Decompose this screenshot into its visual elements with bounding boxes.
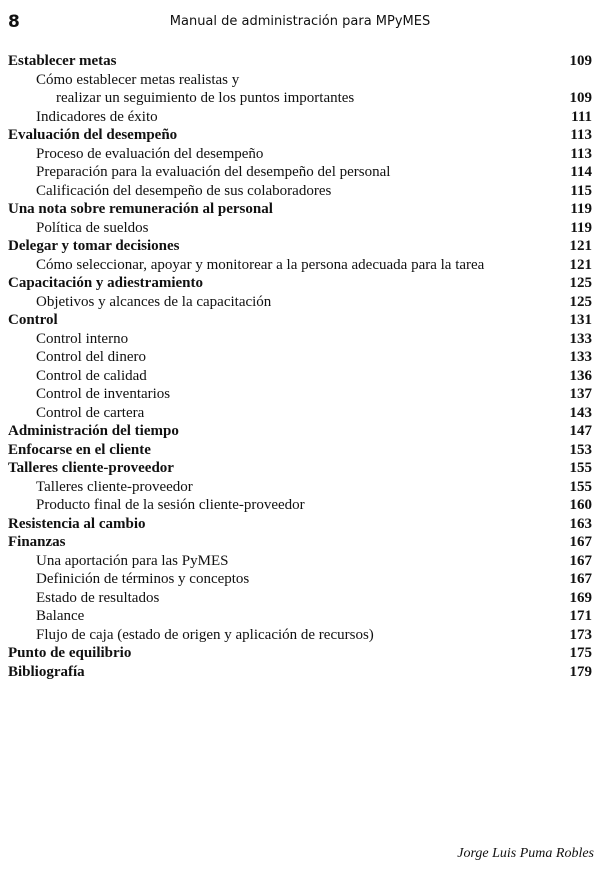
toc-entry-title: Definición de términos y conceptos (36, 571, 250, 587)
toc-entry-page: 113 (570, 145, 592, 162)
toc-entry-title: Establecer metas (8, 53, 117, 69)
toc-entry (8, 331, 592, 350)
toc-entry-title: Una aportación para las PyMES (36, 552, 229, 569)
toc-entry-title: Control del dinero (36, 349, 146, 365)
toc-entry (8, 183, 592, 202)
toc-entry-page: 163 (569, 515, 592, 532)
toc-entry-page: 136 (569, 367, 592, 384)
toc-entry-page: 111 (571, 108, 592, 125)
toc-entry-title: Una nota sobre remuneración al personal (8, 201, 273, 217)
toc-entry (8, 497, 592, 516)
toc-entry (8, 294, 592, 313)
toc-entry-page: 167 (569, 571, 592, 587)
toc-entry-page: 133 (569, 330, 592, 347)
toc-entry-title: Preparación para la evaluación del desempeño del personal (36, 164, 391, 180)
toc-entry-title: Calificación del desempeño de sus colaboradores (36, 182, 332, 199)
toc-entry (8, 645, 592, 664)
toc-entry-title: Enfocarse en el cliente (8, 441, 151, 458)
toc-entry-title: Indicadores de éxito (36, 108, 158, 125)
toc-entry (8, 553, 592, 572)
toc-entry-page: 121 (569, 256, 592, 273)
toc-entry-title: Estado de resultados (36, 589, 160, 606)
table-of-contents (8, 53, 592, 682)
toc-entry-title: Delegar y tomar decisiones (8, 238, 180, 254)
toc-entry (8, 368, 592, 387)
toc-entry-title: Cómo seleccionar, apoyar y monitorear a la persona adecuada para la tarea (36, 256, 485, 273)
toc-entry-title: Cómo establecer metas realistas y (36, 71, 240, 88)
toc-entry-page: 155 (569, 478, 592, 495)
toc-entry (8, 571, 592, 590)
toc-entry (8, 90, 592, 109)
toc-entry-page: 119 (570, 201, 592, 217)
toc-entry-title: Administración del tiempo (8, 423, 179, 439)
toc-entry-title: Talleres cliente-proveedor (36, 478, 193, 495)
toc-entry-page: 167 (569, 552, 592, 569)
toc-entry (8, 238, 592, 257)
toc-entry (8, 53, 592, 72)
toc-entry (8, 312, 592, 331)
toc-entry-page: 109 (569, 90, 592, 106)
toc-entry (8, 257, 592, 276)
toc-entry (8, 423, 592, 442)
toc-entry-title: Flujo de caja (estado de origen y aplicación de recursos) (36, 626, 374, 643)
toc-entry-page: 137 (569, 386, 592, 402)
toc-entry-title: realizar un seguimiento de los puntos importantes (56, 90, 355, 106)
toc-entry-title: Punto de equilibrio (8, 645, 132, 661)
toc-entry-page: 167 (569, 534, 592, 550)
toc-entry-page: 119 (570, 219, 592, 236)
toc-entry-page: 125 (569, 293, 592, 310)
toc-entry-title: Control de cartera (36, 404, 145, 421)
toc-entry (8, 164, 592, 183)
toc-entry-page: 113 (570, 127, 592, 143)
toc-entry-page: 169 (569, 589, 592, 606)
toc-entry (8, 275, 592, 294)
toc-entry (8, 627, 592, 646)
toc-entry-page: 171 (569, 608, 592, 624)
toc-entry-page: 173 (569, 626, 592, 643)
toc-entry (8, 479, 592, 498)
toc-entry-page: 160 (569, 497, 592, 513)
toc-entry (8, 386, 592, 405)
toc-entry-title: Proceso de evaluación del desempeño (36, 145, 264, 162)
toc-entry (8, 349, 592, 368)
toc-entry-title: Control de calidad (36, 367, 147, 384)
toc-entry-title: Capacitación y adiestramiento (8, 275, 203, 291)
toc-entry-title: Bibliografía (8, 663, 85, 680)
toc-entry (8, 590, 592, 609)
toc-entry-title: Control de inventarios (36, 386, 171, 402)
author-name: Jorge Luis Puma Robles (457, 846, 594, 861)
toc-entry-page: 131 (569, 312, 592, 328)
toc-entry-page: 114 (570, 164, 592, 180)
toc-entry-title: Control interno (36, 330, 129, 347)
toc-entry-page: 109 (569, 53, 592, 69)
toc-entry-page: 121 (569, 238, 592, 254)
toc-entry (8, 201, 592, 220)
toc-entry (8, 109, 592, 128)
toc-entry-page: 155 (569, 460, 592, 476)
toc-entry-title: Objetivos y alcances de la capacitación (36, 293, 272, 310)
toc-entry-page: 133 (569, 349, 592, 365)
toc-entry (8, 460, 592, 479)
toc-entry (8, 664, 592, 683)
toc-entry-page: 143 (569, 404, 592, 421)
toc-entry-title: Finanzas (8, 534, 66, 550)
toc-entry (8, 127, 592, 146)
toc-entry (8, 534, 592, 553)
toc-entry-title: Control (8, 312, 58, 328)
toc-entry-page: 115 (570, 182, 592, 199)
toc-entry (8, 220, 592, 239)
toc-entry-title: Evaluación del desempeño (8, 127, 178, 143)
toc-entry-title: Resistencia al cambio (8, 515, 146, 532)
toc-entry-page: 153 (569, 441, 592, 458)
toc-entry-page: 147 (569, 423, 592, 439)
toc-entry (8, 516, 592, 535)
toc-entry-title: Balance (36, 608, 85, 624)
running-title: Manual de administración para MPyMES (169, 14, 431, 29)
toc-entry (8, 72, 592, 91)
toc-entry (8, 405, 592, 424)
toc-entry-page: 175 (569, 645, 592, 661)
toc-entry-page: 125 (569, 275, 592, 291)
toc-entry-title: Talleres cliente-proveedor (8, 460, 174, 476)
toc-entry (8, 608, 592, 627)
page-number: 8 (8, 12, 20, 32)
toc-entry (8, 146, 592, 165)
toc-entry-title: Política de sueldos (36, 219, 149, 236)
toc-entry (8, 442, 592, 461)
toc-entry-page: 179 (569, 663, 592, 680)
toc-entry-title: Producto final de la sesión cliente-proveedor (36, 497, 305, 513)
